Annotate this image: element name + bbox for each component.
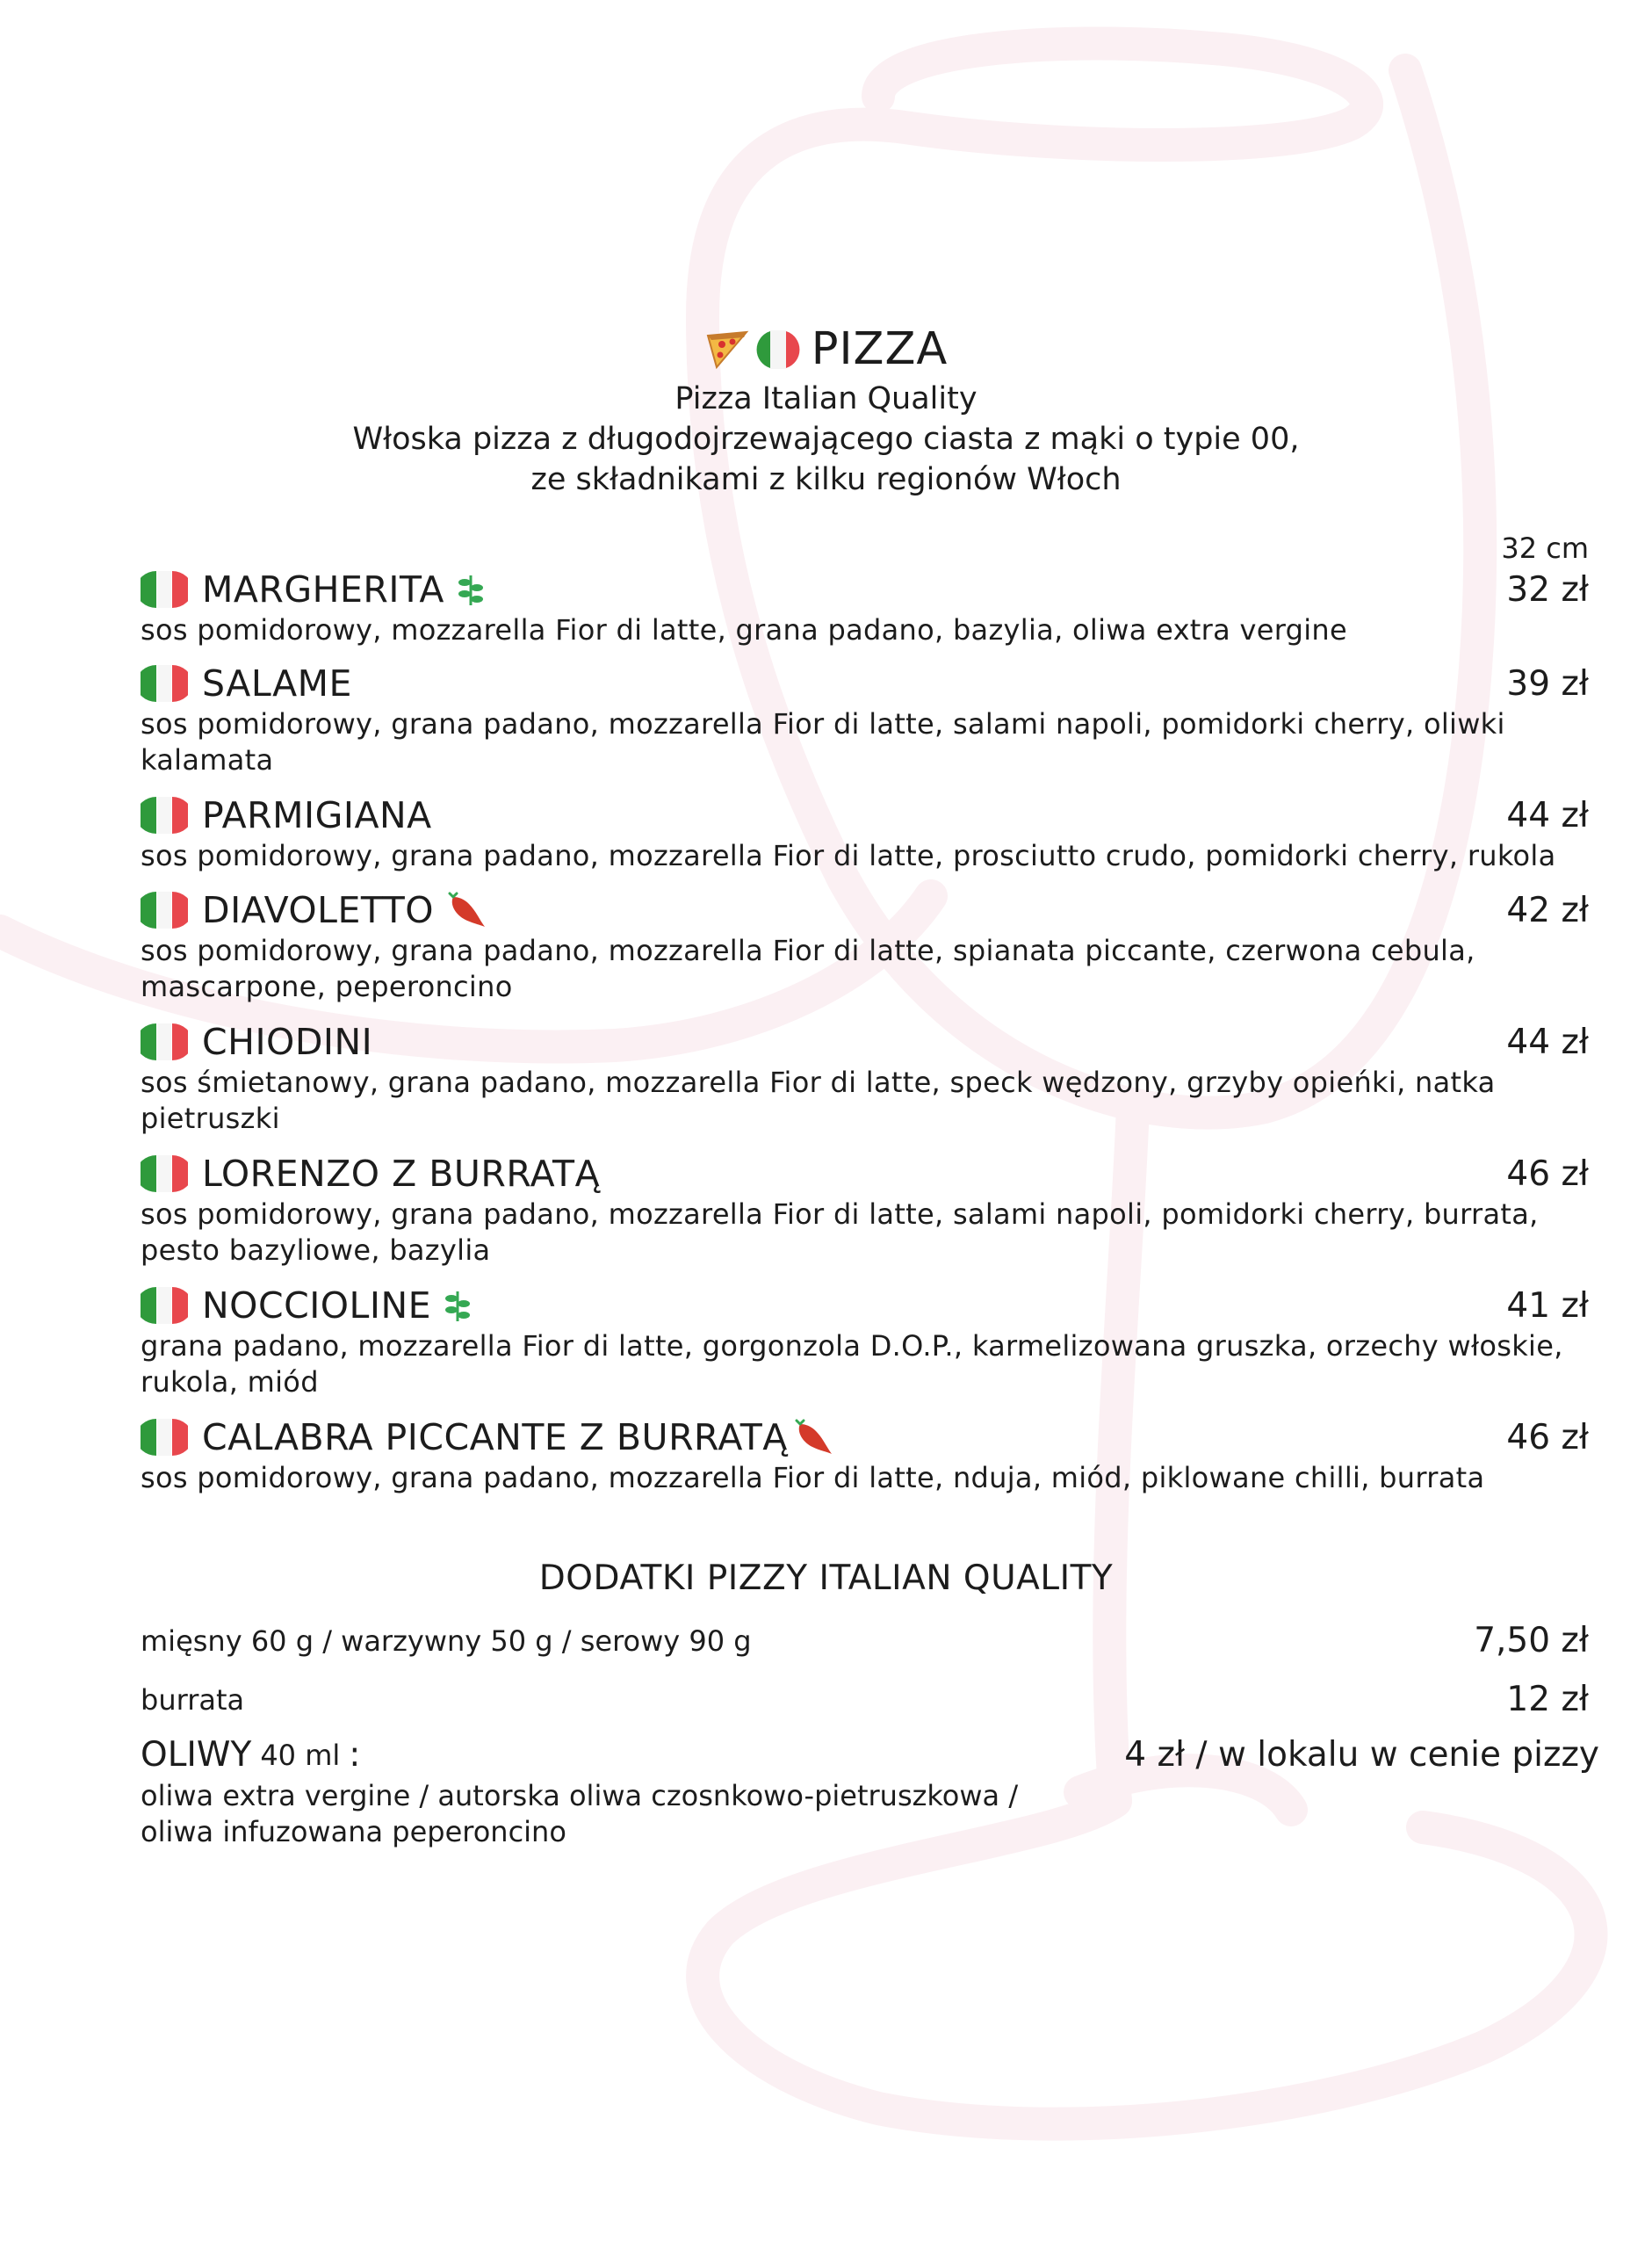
chili-icon (793, 1419, 833, 1456)
extra-label: mięsny 60 g / warzywny 50 g / serowy 90 g (141, 1623, 752, 1658)
oils-section (141, 1735, 1599, 1850)
item-price: 44 zł (1506, 795, 1589, 835)
menu-header (0, 321, 1652, 500)
italian-flag-icon (141, 1153, 188, 1194)
italian-flag-icon (141, 663, 188, 704)
extra-item (141, 1680, 1589, 1719)
page-title: PIZZA (811, 323, 949, 375)
menu-item (141, 887, 1589, 1005)
menu-item (141, 1283, 1589, 1400)
oils-title: OLIWY (141, 1735, 252, 1775)
oils-quantity: 40 ml (260, 1738, 341, 1772)
item-price: 44 zł (1506, 1022, 1589, 1062)
item-description: sos pomidorowy, grana padano, mozzarella Fior di latte, prosciutto crudo, pomidorki cherry, rukola (141, 839, 1556, 872)
item-name: PARMIGIANA (202, 794, 432, 836)
item-price: 32 zł (1506, 569, 1589, 610)
menu-item (141, 567, 1589, 648)
italian-flag-icon (141, 1022, 188, 1062)
herb-icon (444, 1288, 472, 1323)
item-description: sos pomidorowy, mozzarella Fior di latte, grana padano, bazylia, oliwa extra vergine (141, 613, 1347, 647)
extra-item (141, 1621, 1589, 1660)
item-description: sos pomidorowy, grana padano, mozzarella Fior di latte, spianata piccante, czerwona cebula, mascarpone, peperoncino (141, 934, 1475, 1003)
oils-description: oliwa extra vergine / autorska oliwa czosnkowo-pietruszkowa / oliwa infuzowana peperoncino (141, 1779, 1019, 1848)
oils-colon: : (349, 1735, 361, 1775)
chili-icon (446, 892, 487, 929)
item-name: CALABRA PICCANTE Z BURRATĄ (202, 1416, 788, 1458)
menu-item (141, 1414, 1589, 1496)
item-name: MARGHERITA (202, 568, 444, 611)
herb-icon (457, 572, 485, 607)
extra-price: 7,50 zł (1474, 1621, 1589, 1660)
extra-label: burrata (141, 1682, 245, 1717)
item-price: 41 zł (1506, 1285, 1589, 1326)
italian-flag-icon (755, 329, 801, 371)
menu-item (141, 1151, 1589, 1269)
item-name: CHIODINI (202, 1021, 373, 1063)
item-price: 39 zł (1506, 663, 1589, 704)
item-name: LORENZO Z BURRATĄ (202, 1153, 601, 1195)
item-price: 46 zł (1506, 1417, 1589, 1457)
item-price: 46 zł (1506, 1153, 1589, 1194)
item-description: sos pomidorowy, grana padano, mozzarella Fior di latte, salami napoli, pomidorki cherry, oliwki kalamata (141, 707, 1505, 777)
menu-item (141, 1019, 1589, 1137)
item-description: sos pomidorowy, grana padano, mozzarella Fior di latte, salami napoli, pomidorki cherry, burrata, pesto bazyliowe, bazylia (141, 1197, 1539, 1267)
item-name: DIAVOLETTO (202, 889, 435, 931)
italian-flag-icon (141, 569, 188, 610)
menu-item (141, 792, 1589, 874)
italian-flag-icon (141, 890, 188, 930)
size-label: 32 cm (1501, 532, 1589, 565)
item-description: sos pomidorowy, grana padano, mozzarella Fior di latte, nduja, miód, piklowane chilli, burrata (141, 1461, 1485, 1494)
item-price: 42 zł (1506, 890, 1589, 930)
oils-price: 4 zł / w lokalu w cenie pizzy (1124, 1735, 1599, 1775)
extra-price: 12 zł (1506, 1680, 1589, 1719)
item-description: grana padano, mozzarella Fior di latte, gorgonzola D.O.P., karmelizowana gruszka, orzechy włoskie, rukola, miód (141, 1329, 1563, 1399)
title-row (0, 321, 1652, 379)
extras-title: DODATKI PIZZY ITALIAN QUALITY (538, 1558, 1114, 1598)
page-description-line-2: ze składnikami z kilku regionów Włoch (530, 462, 1122, 497)
item-name: SALAME (202, 662, 352, 705)
italian-flag-icon (141, 795, 188, 835)
page-description-line-1: Włoska pizza z długodojrzewającego ciasta z mąki o typie 00, (352, 422, 1300, 457)
menu-item (141, 661, 1589, 778)
page-subtitle: Pizza Italian Quality (675, 381, 977, 416)
italian-flag-icon (141, 1417, 188, 1457)
item-description: sos śmietanowy, grana padano, mozzarella Fior di latte, speck wędzony, grzyby opieńki, natka pietruszki (141, 1066, 1496, 1135)
pizza-slice-icon (704, 329, 750, 371)
italian-flag-icon (141, 1285, 188, 1326)
item-name: NOCCIOLINE (202, 1284, 432, 1327)
